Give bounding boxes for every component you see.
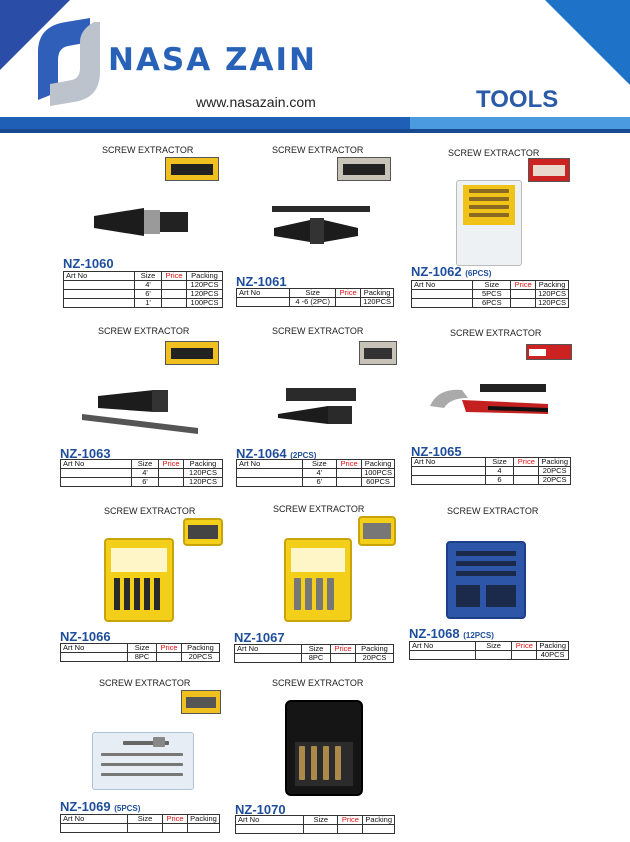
product-heading: SCREW EXTRACTOR bbox=[450, 328, 542, 338]
spec-table: Art No Size Price Packing bbox=[60, 814, 220, 833]
package-image bbox=[526, 344, 572, 360]
product-code: NZ-1061 bbox=[236, 274, 287, 289]
product-code: NZ-1064 (2PCS) bbox=[236, 446, 317, 461]
product-code: NZ-1065 bbox=[411, 444, 462, 459]
product-heading: SCREW EXTRACTOR bbox=[272, 326, 364, 336]
product-code: NZ-1066 bbox=[60, 629, 111, 644]
product-code: NZ-1068 (12PCS) bbox=[409, 626, 494, 641]
product-heading: SCREW EXTRACTOR bbox=[447, 506, 539, 516]
spec-table: Art No Size Price Packing 4' 120PCS 6' 120PCS 1' 100PCS bbox=[63, 271, 223, 308]
product-heading: SCREW EXTRACTOR bbox=[448, 148, 540, 158]
extractor-image bbox=[276, 384, 358, 426]
product-case-image bbox=[104, 538, 174, 622]
product-case-image bbox=[456, 180, 522, 266]
spec-table: Art No Size Price Packing bbox=[235, 815, 395, 834]
package-image bbox=[358, 516, 396, 546]
extractor-image bbox=[268, 198, 378, 246]
product-heading: SCREW EXTRACTOR bbox=[272, 145, 364, 155]
brand-name: NASA ZAIN bbox=[108, 42, 317, 78]
package-image bbox=[165, 157, 219, 181]
extractor-image bbox=[82, 388, 200, 436]
spec-table: Art No Size Price Packing 4 -6 (2PC) 120PCS bbox=[236, 288, 394, 307]
spec-table: Art No Size Price Packing 5PCS 120PCS 6PCS 120PCS bbox=[411, 280, 569, 308]
package-image bbox=[359, 341, 397, 365]
product-heading: SCREW EXTRACTOR bbox=[273, 504, 365, 514]
spec-table: Art No Size Price Packing 4' 100PCS 6' 60PCS bbox=[236, 459, 395, 487]
product-case-image bbox=[446, 541, 526, 619]
spec-table: Art No Size Price Packing 8PC 20PCS bbox=[234, 644, 394, 663]
corner-decoration-right bbox=[545, 0, 630, 85]
package-image bbox=[183, 518, 223, 546]
product-heading: SCREW EXTRACTOR bbox=[272, 678, 364, 688]
product-code: NZ-1063 bbox=[60, 446, 111, 461]
spec-table: Art No Size Price Packing 4' 120PCS 6' 120PCS bbox=[60, 459, 223, 487]
package-image bbox=[528, 158, 570, 182]
spec-table: Art No Size Price Packing 8PC 20PCS bbox=[60, 643, 220, 662]
product-code: NZ-1067 bbox=[234, 630, 285, 645]
package-image bbox=[337, 157, 391, 181]
product-code: NZ-1060 bbox=[63, 256, 114, 271]
wrench-image bbox=[428, 380, 552, 424]
product-heading: SCREW EXTRACTOR bbox=[102, 145, 194, 155]
header-band bbox=[0, 117, 630, 133]
spec-table: Art No Size Price Packing 40PCS bbox=[409, 641, 569, 660]
package-image bbox=[165, 341, 219, 365]
product-code: NZ-1062 (6PCS) bbox=[411, 264, 492, 279]
product-heading: SCREW EXTRACTOR bbox=[98, 326, 190, 336]
product-case-image bbox=[284, 538, 352, 622]
category-title: TOOLS bbox=[476, 86, 559, 113]
product-heading: SCREW EXTRACTOR bbox=[99, 678, 191, 688]
brand-logo-icon bbox=[28, 12, 108, 108]
website-url[interactable]: www.nasazain.com bbox=[196, 94, 316, 110]
product-code: NZ-1070 bbox=[235, 802, 286, 817]
product-case-image bbox=[285, 700, 363, 796]
product-heading: SCREW EXTRACTOR bbox=[104, 506, 196, 516]
spec-table: Art No Size Price Packing 4 20PCS 6 20PCS bbox=[411, 457, 571, 485]
product-case-image bbox=[92, 732, 194, 790]
package-image bbox=[181, 690, 221, 714]
extractor-image bbox=[94, 206, 190, 238]
product-code: NZ-1069 (5PCS) bbox=[60, 799, 141, 814]
